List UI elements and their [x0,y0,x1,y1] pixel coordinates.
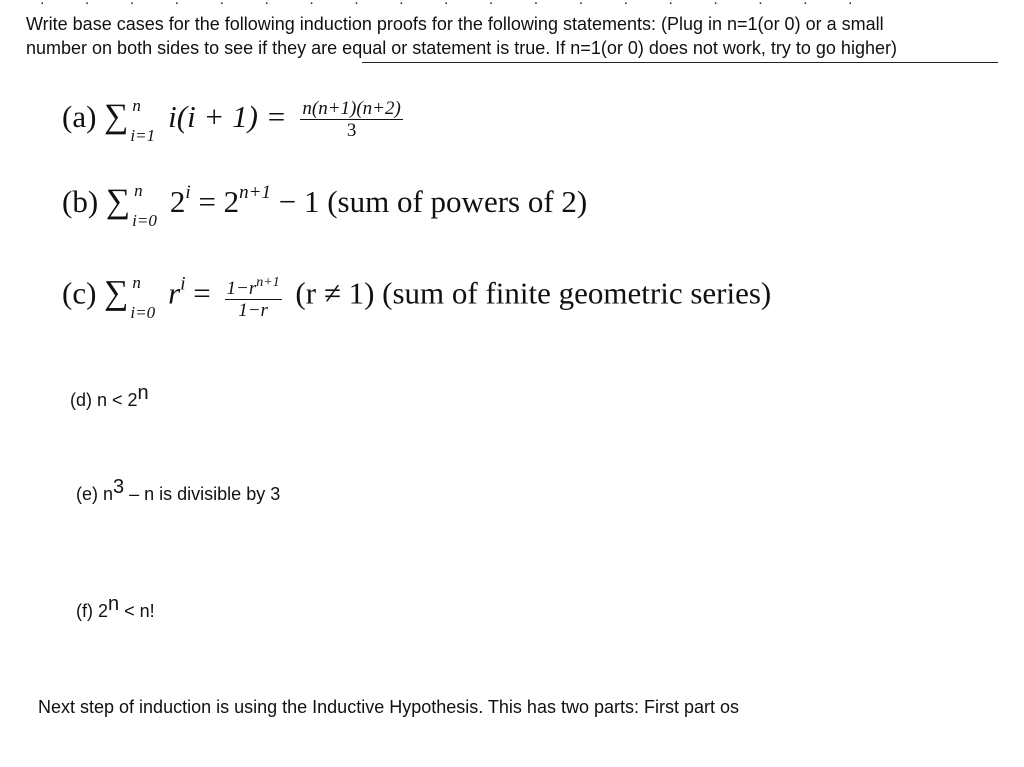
term-c-base: r [168,275,181,311]
sigma-symbol: ∑ [104,98,129,135]
sigma-symbol: ∑ [105,183,131,220]
sum-bottom-b: i=0 [132,210,157,230]
fraction-a-numerator: n(n+1)(n+2) [302,98,401,120]
label-b: (b) [62,184,99,219]
label-c: (c) [62,275,97,311]
sum-limits-c [130,272,160,322]
statement-f-text: (f) 2 [76,601,109,621]
sum-bottom-a: i=1 [130,125,156,145]
rhs-b-tail: − 1 (sum of powers of 2) [278,184,588,219]
fraction-a-denominator: 3 [346,120,357,142]
fraction-c [225,272,282,321]
sigma-symbol: ∑ [104,274,129,312]
fraction-c-num-base: 1−r [226,278,257,299]
tail-c: (r ≠ 1) (sum of finite geometric series) [295,275,772,311]
equation-a [62,95,409,145]
statement-e [76,476,280,505]
term-a: i(i + 1) = [168,99,287,134]
instructions-line-2: number on both sides to see if they are equal or statement is true. If n=1(or 0) does not work, try to go higher) [26,38,897,58]
rhs-b-exp: n+1 [239,182,271,203]
statement-d-exp: n [137,382,149,404]
underline-rule [362,62,998,63]
equals-c: = [193,275,211,311]
statement-e-suffix: – n is divisible by 3 [124,484,281,504]
equation-c [62,272,771,321]
term-b-exp: i [185,182,191,203]
sum-bottom-c: i=0 [130,302,156,322]
equation-b [62,180,588,230]
statement-e-text: (e) n [76,484,114,504]
sum-limits-a [130,95,160,145]
sum-top-b: n [134,180,143,200]
statement-f [76,593,155,622]
label-a: (a) [62,99,97,134]
equals-b: = 2 [198,184,240,219]
sum-limits-b [132,180,162,230]
instructions-line-1: Write base cases for the following induction proofs for the following statements: (Plug in n=1(or 0) or a small [26,14,884,34]
term-c-exp: i [180,273,186,295]
fraction-c-num-exp: n+1 [256,275,280,290]
statement-d-text: (d) n < 2 [70,390,138,410]
fraction-a [300,98,402,141]
statement-f-suffix: < n! [119,601,155,621]
fraction-c-denominator: 1−r [238,300,268,321]
cropped-previous-line [0,0,1024,6]
statement-d [70,382,149,411]
term-b-base: 2 [169,184,186,219]
fraction-c-numerator [225,272,282,300]
statement-e-exp: 3 [113,476,125,498]
footer-text: Next step of induction is using the Inductive Hypothesis. This has two parts: First part os [38,697,739,717]
sum-top-c: n [132,272,141,292]
sum-top-a: n [132,95,141,115]
statement-f-exp: n [108,593,120,615]
instructions [26,12,1006,60]
